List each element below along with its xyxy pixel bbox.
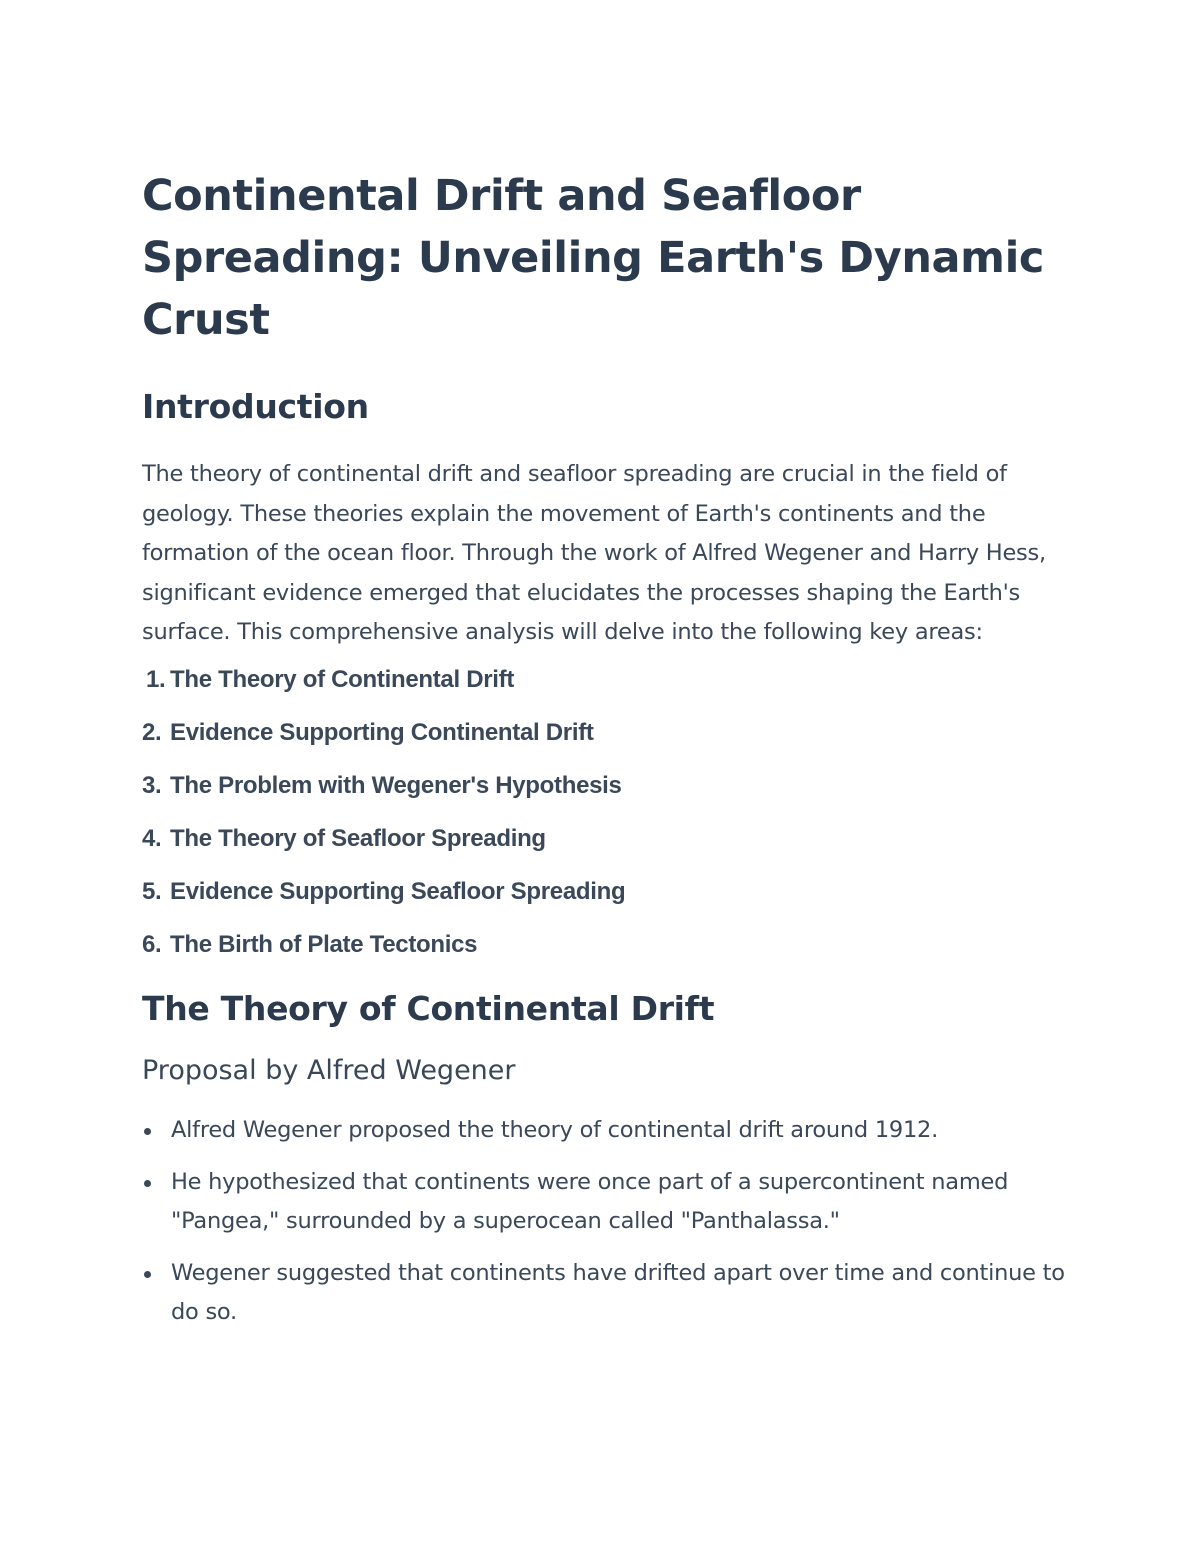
key-areas-list xyxy=(142,665,1072,959)
list-item xyxy=(142,665,1072,694)
list-item-label: The Birth of Plate Tectonics xyxy=(170,930,478,958)
introduction-paragraph: The theory of continental drift and seafloor spreading are crucial in the field of geology. These theories explain the movement of Earth's continents and the formation of the ocean floor. Through the work of Alfred Wegener and Harry Hess, significant evidence emerged that elucidates the processes shaping the Earth's surface. This comprehensive analysis will delve into the following key areas: xyxy=(142,461,1046,646)
bullet-text: Wegener suggested that continents have drifted apart over time and continue to do so. xyxy=(171,1259,1065,1326)
bullet-text: He hypothesized that continents were once part of a supercontinent named "Pangea," surrounded by a superocean called "Panthalassa." xyxy=(171,1168,1009,1235)
bullet-dot-icon xyxy=(144,1128,151,1135)
bullet-item xyxy=(142,1254,1072,1333)
list-item-number: 4. xyxy=(142,824,162,852)
section-subheading: Proposal by Alfred Wegener xyxy=(142,1054,516,1086)
list-item xyxy=(142,771,1072,800)
bullet-item xyxy=(142,1111,1072,1151)
list-item xyxy=(142,824,1072,853)
list-item-number: 1. xyxy=(146,665,166,693)
list-item-number: 3. xyxy=(142,771,162,799)
bullet-dot-icon xyxy=(144,1271,151,1278)
document-page xyxy=(142,165,1072,1345)
list-item xyxy=(142,930,1072,959)
bullet-text: Alfred Wegener proposed the theory of continental drift around 1912. xyxy=(171,1116,938,1143)
list-item-label: Evidence Supporting Continental Drift xyxy=(170,718,594,746)
list-item-label: Evidence Supporting Seafloor Spreading xyxy=(170,877,626,905)
list-item-number: 6. xyxy=(142,930,162,958)
list-item-number: 5. xyxy=(142,877,162,905)
bullet-item xyxy=(142,1163,1072,1242)
list-item-label: The Theory of Continental Drift xyxy=(170,665,515,693)
section-heading: The Theory of Continental Drift xyxy=(142,988,715,1028)
list-item-number: 2. xyxy=(142,718,162,746)
list-item xyxy=(142,718,1072,747)
introduction-heading: Introduction xyxy=(142,387,369,426)
list-item-label: The Problem with Wegener's Hypothesis xyxy=(170,771,622,799)
list-item-label: The Theory of Seafloor Spreading xyxy=(170,824,546,852)
bullet-dot-icon xyxy=(144,1180,151,1187)
list-item xyxy=(142,877,1072,906)
document-title: Continental Drift and Seafloor Spreading: Unveiling Earth's Dynamic Crust xyxy=(142,171,1044,345)
bullet-list xyxy=(142,1111,1072,1333)
